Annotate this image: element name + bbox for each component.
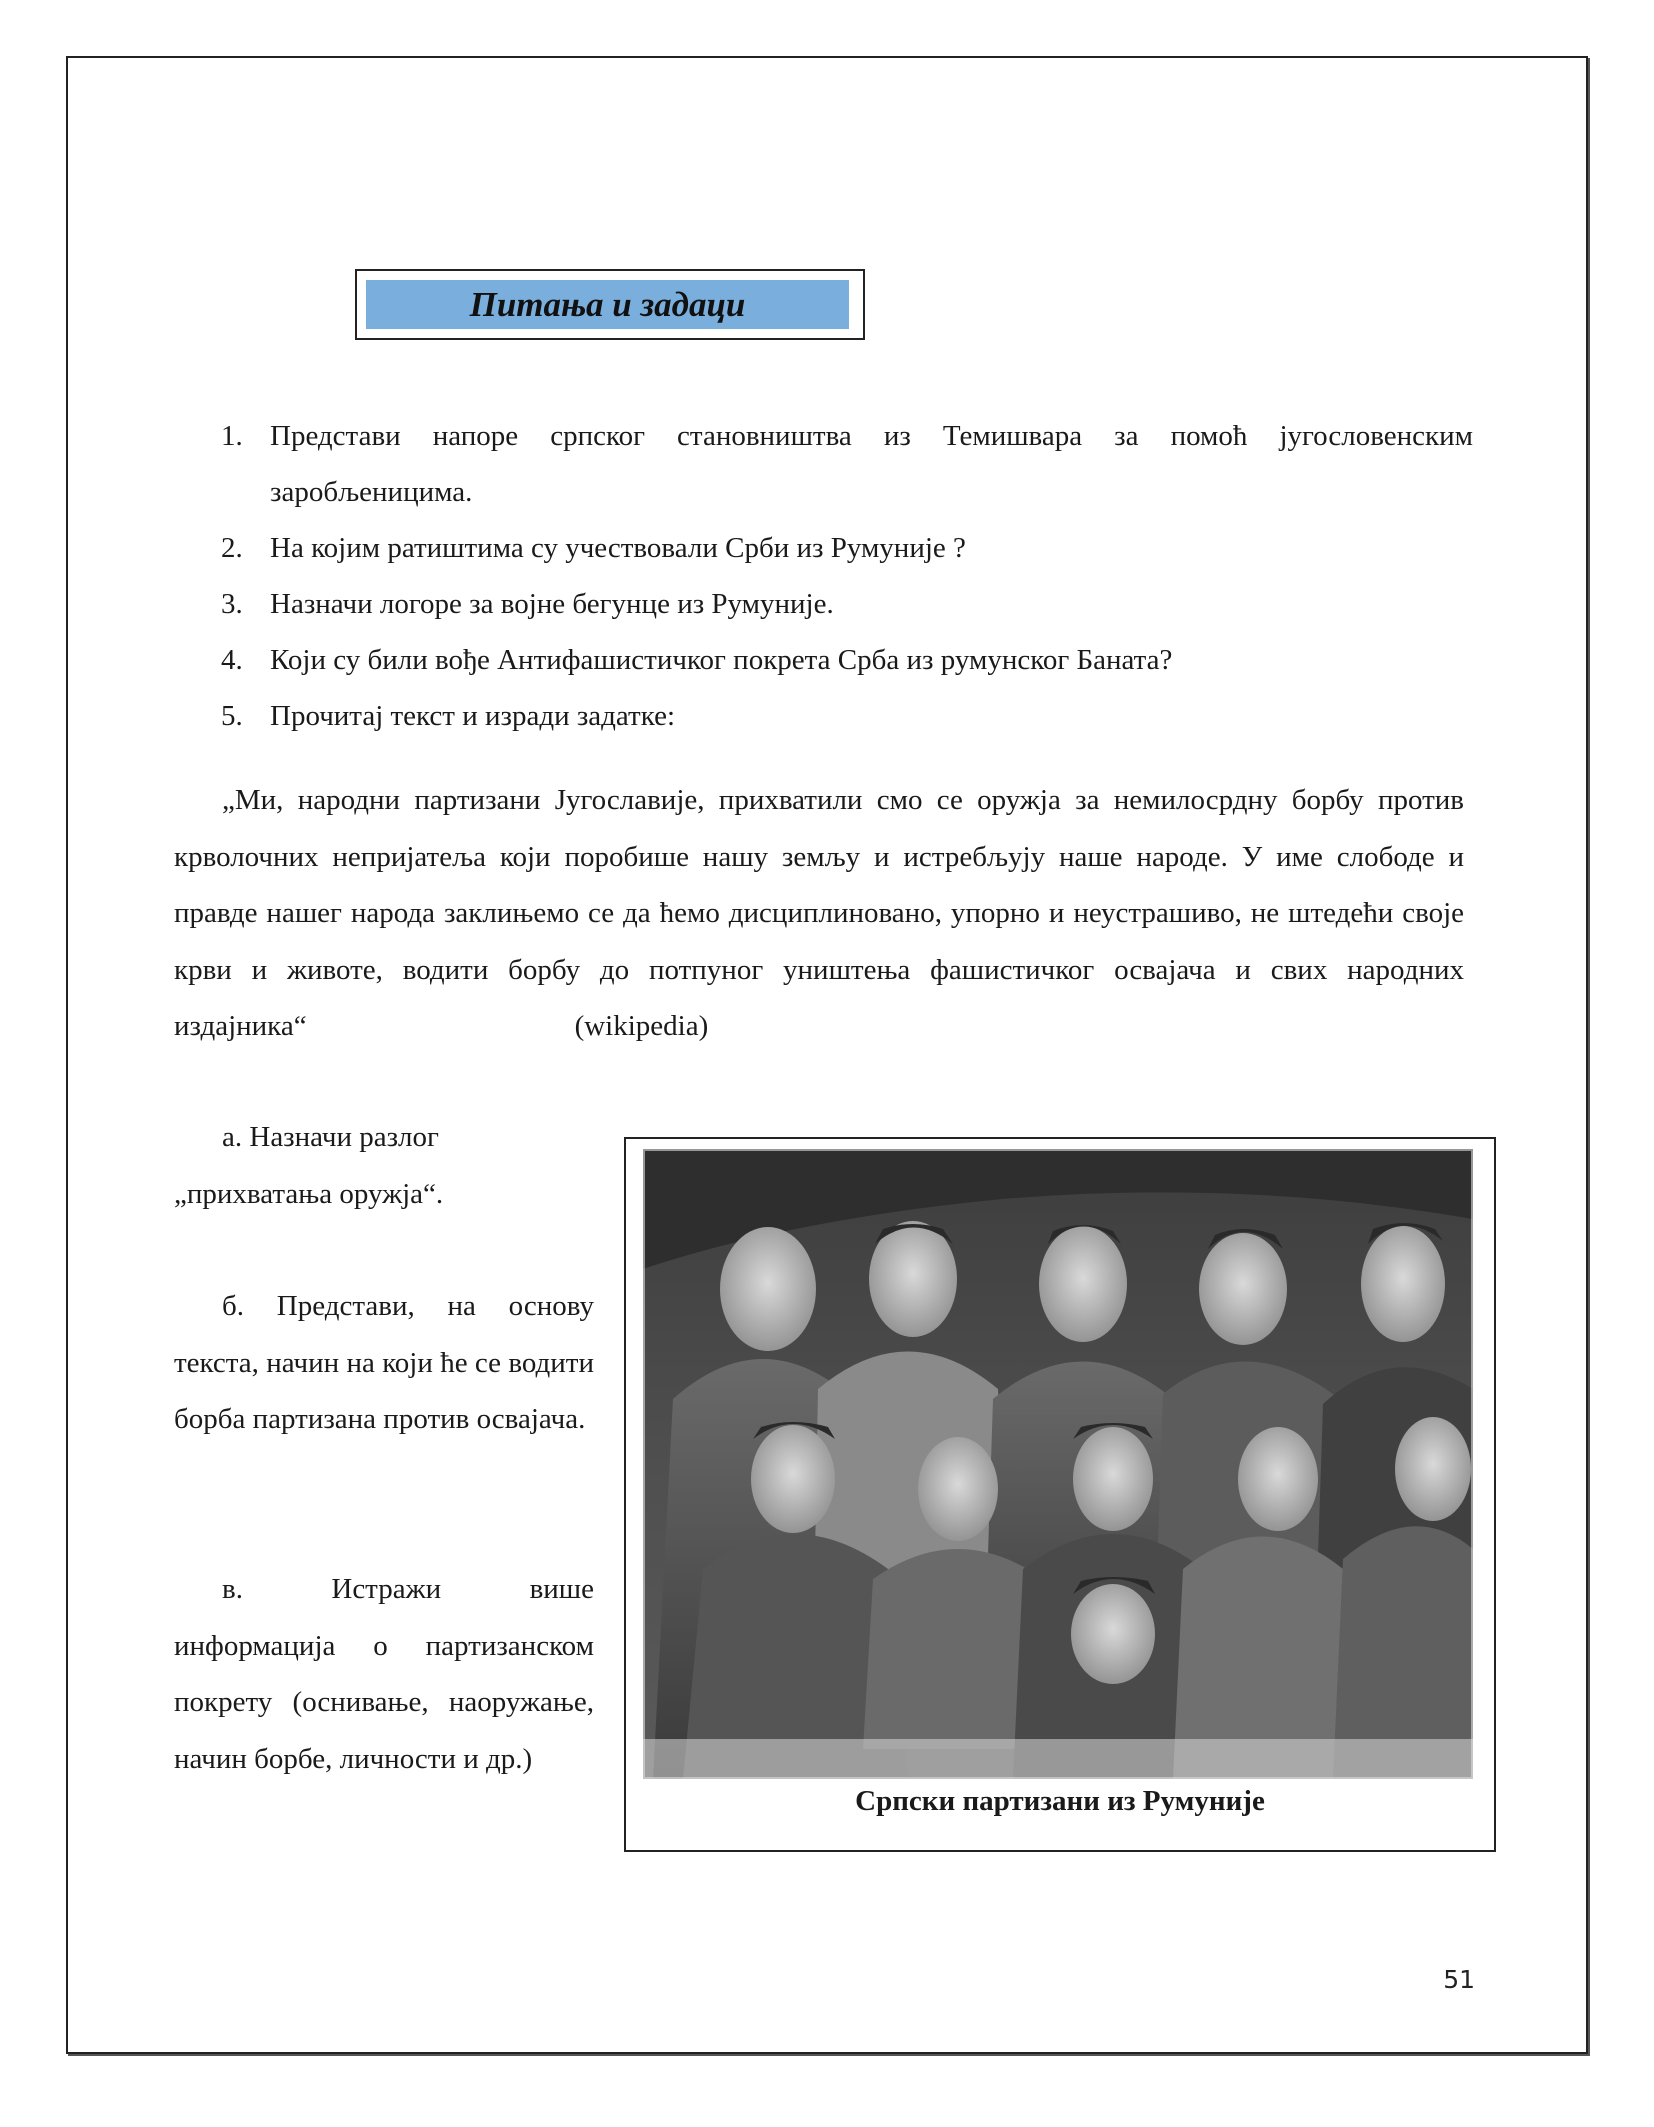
question-number: 4. — [221, 644, 243, 676]
page-number: 51 — [1443, 1965, 1475, 1994]
section-title-fill — [366, 280, 849, 329]
question-item — [213, 408, 1473, 520]
question-text: Представи напоре српског становништва из Темишвара за помоћ југословенским заробљеницима. — [270, 420, 1473, 508]
question-item — [213, 688, 1473, 744]
quote-paragraph — [174, 772, 1464, 1055]
question-item — [213, 632, 1473, 688]
task-c — [174, 1561, 594, 1787]
task-a-text: а. Назначи разлог „прихватања оружја“. — [174, 1121, 444, 1210]
question-number: 2. — [221, 532, 243, 564]
question-number: 3. — [221, 588, 243, 620]
section-title: Питања и задаци — [469, 284, 746, 324]
question-text: Прочитај текст и изради задатке: — [270, 700, 676, 732]
question-text: Назначи логоре за војне бегунце из Румуније. — [270, 588, 834, 620]
question-item — [213, 576, 1473, 632]
question-number: 5. — [221, 700, 243, 732]
group-photo-image — [643, 1149, 1473, 1779]
question-text: Који су били вође Антифашистичког покрета Срба из румунског Баната? — [270, 644, 1173, 676]
question-number: 1. — [221, 420, 243, 452]
quote-source: (wikipedia) — [574, 1010, 709, 1042]
section-title-box — [355, 269, 865, 340]
task-b-text: б. Представи, на основу текста, начин на који ће се водити борба партизана против освајача. — [174, 1290, 594, 1435]
figure-frame — [624, 1137, 1496, 1852]
question-text: На којим ратиштима су учествовали Срби из Румуније ? — [270, 532, 966, 564]
task-c-text: в. Истражи више информација о партизанском покрету (оснивање, наоружање, начин борбе, личности и др.) — [174, 1573, 594, 1775]
quote-text: „Ми, народни партизани Југославије, прихватили смо се оружја за немилосрдну борбу против крволочних непријатеља који поробише нашу земљу и истребљују наше народе. У име слободе и правде нашег народа заклињемо се да ћемо дисциплиновано, упорно и неустрашиво, не штедећи своје крви и животе, водити борбу до потпуног уништења фашистичког освајача и свих народних издајника“ — [174, 784, 1464, 1042]
task-b — [174, 1278, 594, 1448]
task-a — [174, 1109, 594, 1222]
question-item — [213, 520, 1473, 576]
figure-caption: Српски партизани из Румуније — [855, 1785, 1265, 1817]
questions-list — [213, 408, 1473, 744]
